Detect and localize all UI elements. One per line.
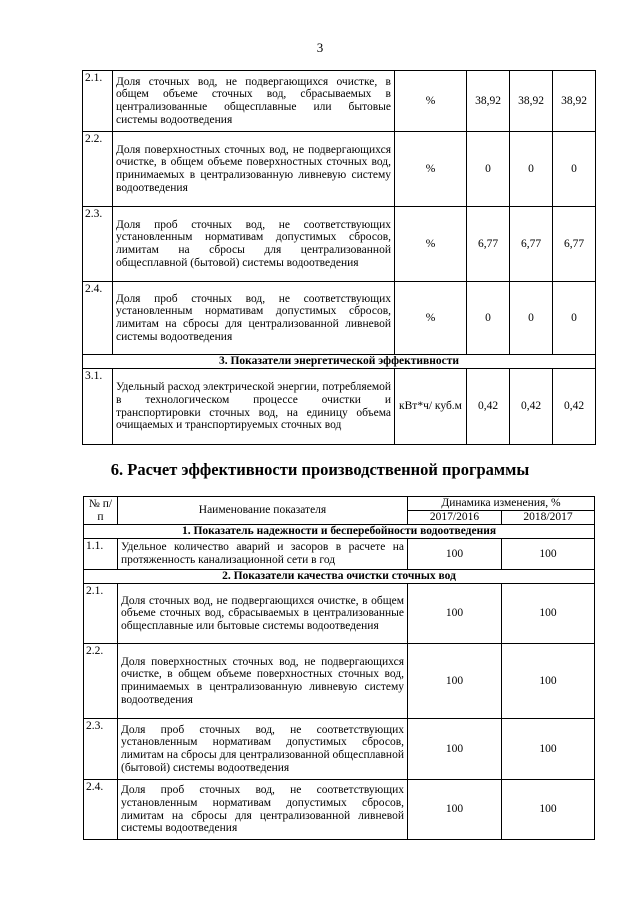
section-title: 2. Показатели качества очистки сточных вод [84,570,595,584]
value-cell: 100 [408,780,502,840]
value-cell: 0 [510,132,553,207]
row-number: 3.1. [83,369,113,445]
table-row [83,369,596,445]
row-number: 2.1. [84,584,118,644]
section-header-row [84,525,595,539]
value-cell: 100 [408,584,502,644]
value-cell: 100 [502,719,595,780]
value-cell: 0,42 [467,369,510,445]
value-cell: 0 [467,132,510,207]
column-header-year: 2017/2016 [408,511,502,525]
value-cell: 0 [467,282,510,355]
row-number: 2.3. [83,207,113,282]
table-row [84,539,595,570]
value-cell: 100 [502,584,595,644]
indicator-description: Удельное количество аварий и засоров в расчете на протяженность канализационной сети в год [118,539,408,570]
column-header-number: № п/п [84,497,118,525]
row-number: 2.3. [84,719,118,780]
value-cell: 100 [502,780,595,840]
value-cell: 0 [553,132,596,207]
value-cell: 6,77 [467,207,510,282]
indicator-description: Доля поверхностных сточных вод, не подвергающихся очистке, в общем объеме поверхностных сточных вод, принимаемых в централизованную ливневую систему водоотведения [113,132,395,207]
indicator-description: Доля проб сточных вод, не соответствующих установленным нормативам допустимых сбросов, лимитам на сбросы для централизованной общесплавной (бытовой) системы водоотведения [118,719,408,780]
table-row [84,644,595,719]
table-row [84,780,595,840]
section-header-row [84,570,595,584]
value-cell: 6,77 [553,207,596,282]
value-cell: 0,42 [510,369,553,445]
value-cell: 100 [502,644,595,719]
row-number: 2.2. [83,132,113,207]
header-row [84,497,595,511]
section-title: 1. Показатель надежности и бесперебойности водоотведения [84,525,595,539]
column-header-year: 2018/2017 [502,511,595,525]
row-number: 2.4. [84,780,118,840]
section-title: 3. Показатели энергетической эффективности [83,355,596,369]
row-number: 1.1. [84,539,118,570]
value-cell: 0 [510,282,553,355]
unit-cell: кВт*ч/ куб.м [395,369,467,445]
indicators-table-continued [82,70,596,445]
value-cell: 6,77 [510,207,553,282]
unit-cell: % [395,282,467,355]
row-number: 2.2. [84,644,118,719]
table-row [83,282,596,355]
page-number: 3 [316,40,324,55]
unit-cell: % [395,132,467,207]
unit-cell: % [395,207,467,282]
indicator-description: Доля проб сточных вод, не соответствующих установленным нормативам допустимых сбросов, лимитам на сбросы для централизованной общесплавной (бытовой) системы водоотведения [113,207,395,282]
efficiency-table [83,496,595,840]
column-header-name: Наименование показателя [118,497,408,525]
section-heading: 6. Расчет эффективности производственной программы [110,460,530,479]
section-header-row [83,355,596,369]
indicator-description: Удельный расход электрической энергии, потребляемой в технологическом процессе очистки и транспортировки сточных вод, на единицу объема очищаемых и транспортируемых сточных вод [113,369,395,445]
row-number: 2.1. [83,71,113,132]
value-cell: 0,42 [553,369,596,445]
value-cell: 100 [408,539,502,570]
value-cell: 38,92 [553,71,596,132]
value-cell: 38,92 [467,71,510,132]
indicator-description: Доля проб сточных вод, не соответствующих установленным нормативам допустимых сбросов, лимитам на сбросы для централизованной ливневой системы водоотведения [118,780,408,840]
value-cell: 100 [502,539,595,570]
table-row [83,207,596,282]
column-header-dynamics: Динамика изменения, % [408,497,595,511]
value-cell: 100 [408,719,502,780]
table-row [83,71,596,132]
value-cell: 38,92 [510,71,553,132]
table-row [84,584,595,644]
table-row [84,719,595,780]
indicator-description: Доля проб сточных вод, не соответствующих установленным нормативам допустимых сбросов, лимитам на сбросы для централизованной ливневой системы водоотведения [113,282,395,355]
indicator-description: Доля сточных вод, не подвергающихся очистке, в общем объеме сточных вод, сбрасываемых в централизованные общесплавные или бытовые системы водоотведения [118,584,408,644]
indicator-description: Доля поверхностных сточных вод, не подвергающихся очистке, в общем объеме поверхностных сточных вод, принимаемых в централизованную ливневую систему водоотведения [118,644,408,719]
row-number: 2.4. [83,282,113,355]
indicator-description: Доля сточных вод, не подвергающихся очистке, в общем объеме сточных вод, сбрасываемых в централизованные общесплавные или бытовые системы водоотведения [113,71,395,132]
table-row [83,132,596,207]
unit-cell: % [395,71,467,132]
value-cell: 100 [408,644,502,719]
value-cell: 0 [553,282,596,355]
